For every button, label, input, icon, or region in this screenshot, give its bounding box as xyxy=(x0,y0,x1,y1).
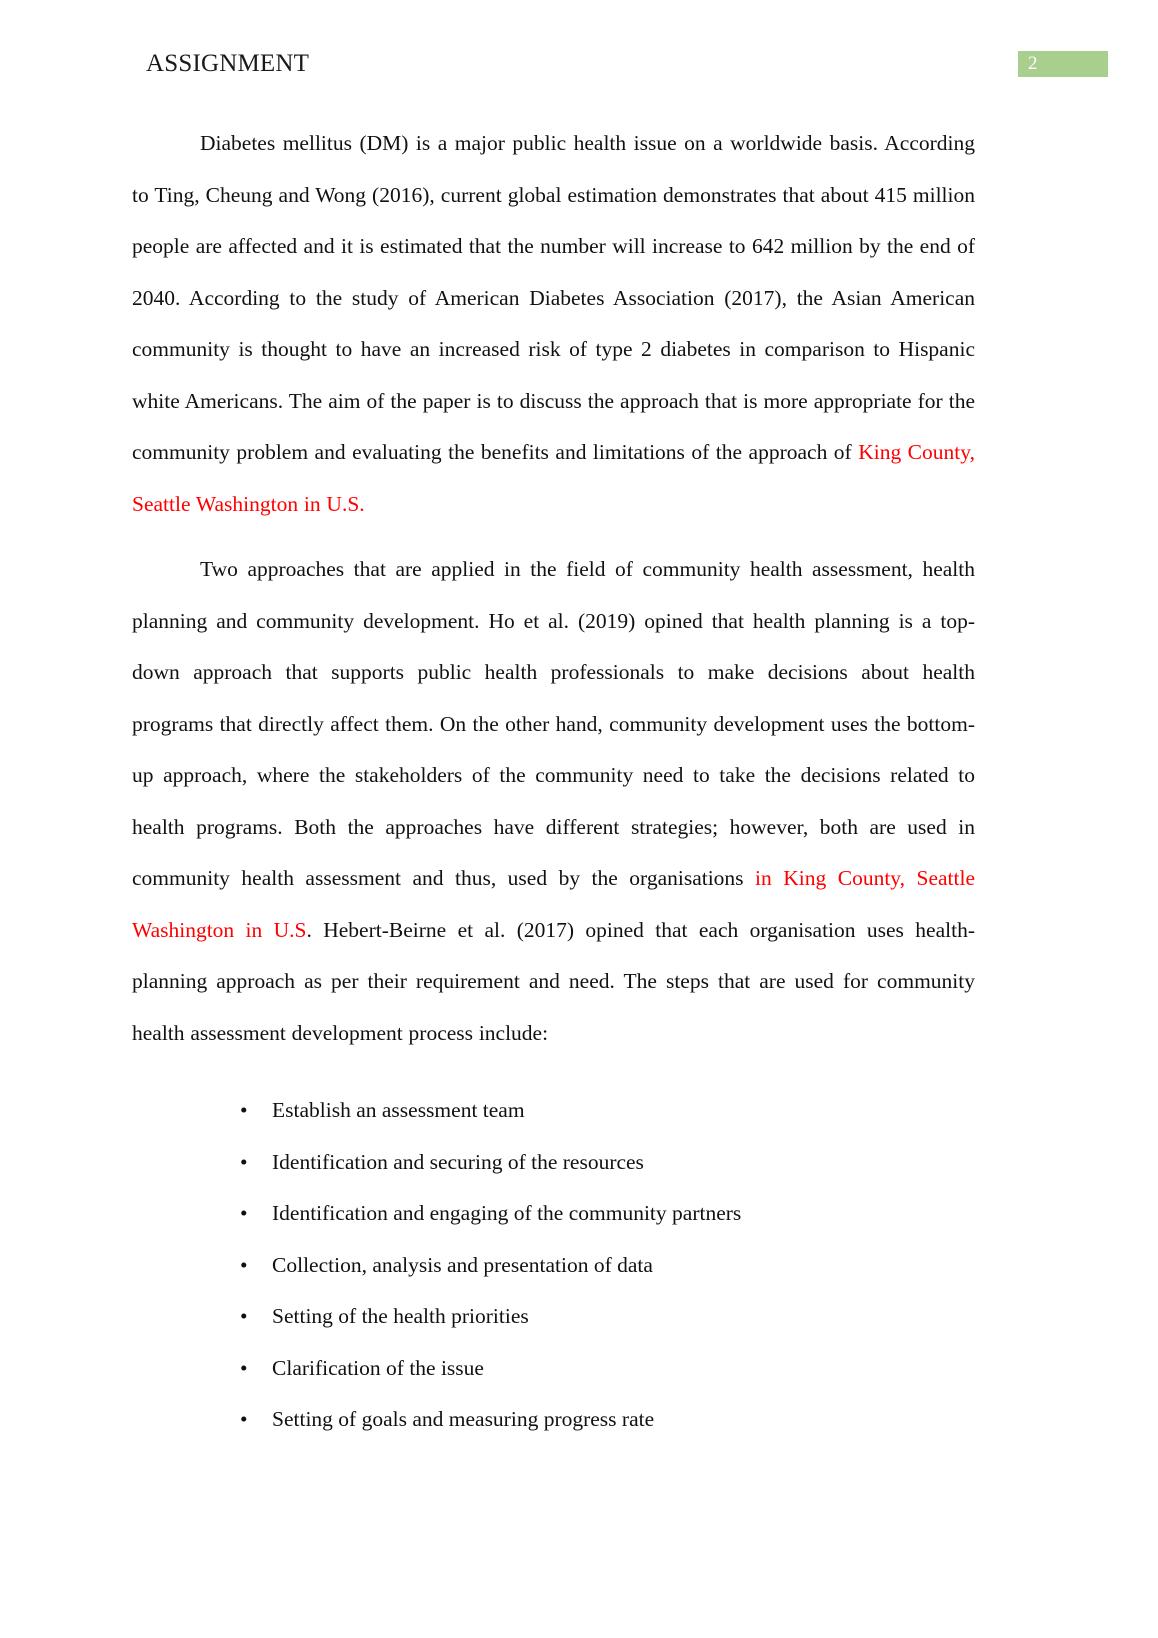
paragraph-1 xyxy=(132,118,975,530)
bullet-icon: • xyxy=(240,1252,248,1277)
paragraph-2-red-emphasis: in King County, Seattle Washington in U.S xyxy=(132,866,976,942)
bullet-icon: • xyxy=(240,1304,248,1328)
document-header xyxy=(0,48,1158,88)
list-item-label: Clarification of the issue xyxy=(272,1355,484,1380)
list-item xyxy=(132,1085,975,1137)
paragraph-2-text-part-1: Two approaches that are applied in the field of community health assessment, health planning and community development. Ho et al. (2019) opined that health planning is a top-down approach that supports public health professionals to make decisions about health programs that directly affect them. On the other hand, community development uses the bottom-up approach, where the stakeholders of the community need to take the decisions related to health programs. Both the approaches have different strategies; however, both are used in community health assessment and thus, used by the organisations xyxy=(132,557,975,890)
list-item xyxy=(132,1240,975,1292)
steps-bullet-list xyxy=(132,1085,975,1446)
paragraph-1-red-emphasis: King County, Seattle Washington in U.S. xyxy=(132,440,975,516)
list-item xyxy=(132,1137,975,1189)
paragraph-2-text-part-2: . Hebert-Beirne et al. (2017) opined that each organisation uses health-planning approach as per their requirement and need. The steps that are used for community health assessment development process include: xyxy=(132,917,975,1045)
page-number: 2 xyxy=(1028,53,1038,74)
list-item-label: Establish an assessment team xyxy=(272,1098,525,1122)
list-item xyxy=(132,1291,975,1343)
list-item xyxy=(132,1343,975,1395)
paragraph-1-text: Diabetes mellitus (DM) is a major public health issue on a worldwide basis. According to Ting, Cheung and Wong (2016), current global estimation demonstrates that about 415 million people are affected and it is estimated that the number will increase to 642 million by the end of 2040. According to the study of American Diabetes Association (2017), the Asian American community is thought to have an increased risk of type 2 diabetes in comparison to Hispanic white Americans. The aim of the paper is to discuss the approach that is more appropriate for the community problem and evaluating the benefits and limitations of the approach of xyxy=(132,131,975,464)
list-item-label: Identification and engaging of the community partners xyxy=(272,1201,742,1225)
header-title: ASSIGNMENT xyxy=(146,50,310,77)
page-number-highlight xyxy=(1018,51,1108,77)
list-item-label: Collection, analysis and presentation of data xyxy=(272,1252,653,1277)
paragraph-2 xyxy=(132,544,975,1059)
list-item xyxy=(132,1188,975,1240)
document-body xyxy=(132,118,975,1446)
bullet-icon: • xyxy=(240,1201,248,1225)
list-item-label: Identification and securing of the resources xyxy=(272,1149,644,1174)
bullet-icon: • xyxy=(240,1098,248,1122)
bullet-icon: • xyxy=(240,1407,248,1431)
bullet-icon: • xyxy=(240,1149,248,1174)
list-item xyxy=(132,1394,975,1446)
paragraph-spacer xyxy=(132,530,975,544)
list-item-label: Setting of goals and measuring progress rate xyxy=(272,1407,655,1431)
list-item-label: Setting of the health priorities xyxy=(272,1304,529,1328)
bullet-icon: • xyxy=(240,1355,248,1380)
